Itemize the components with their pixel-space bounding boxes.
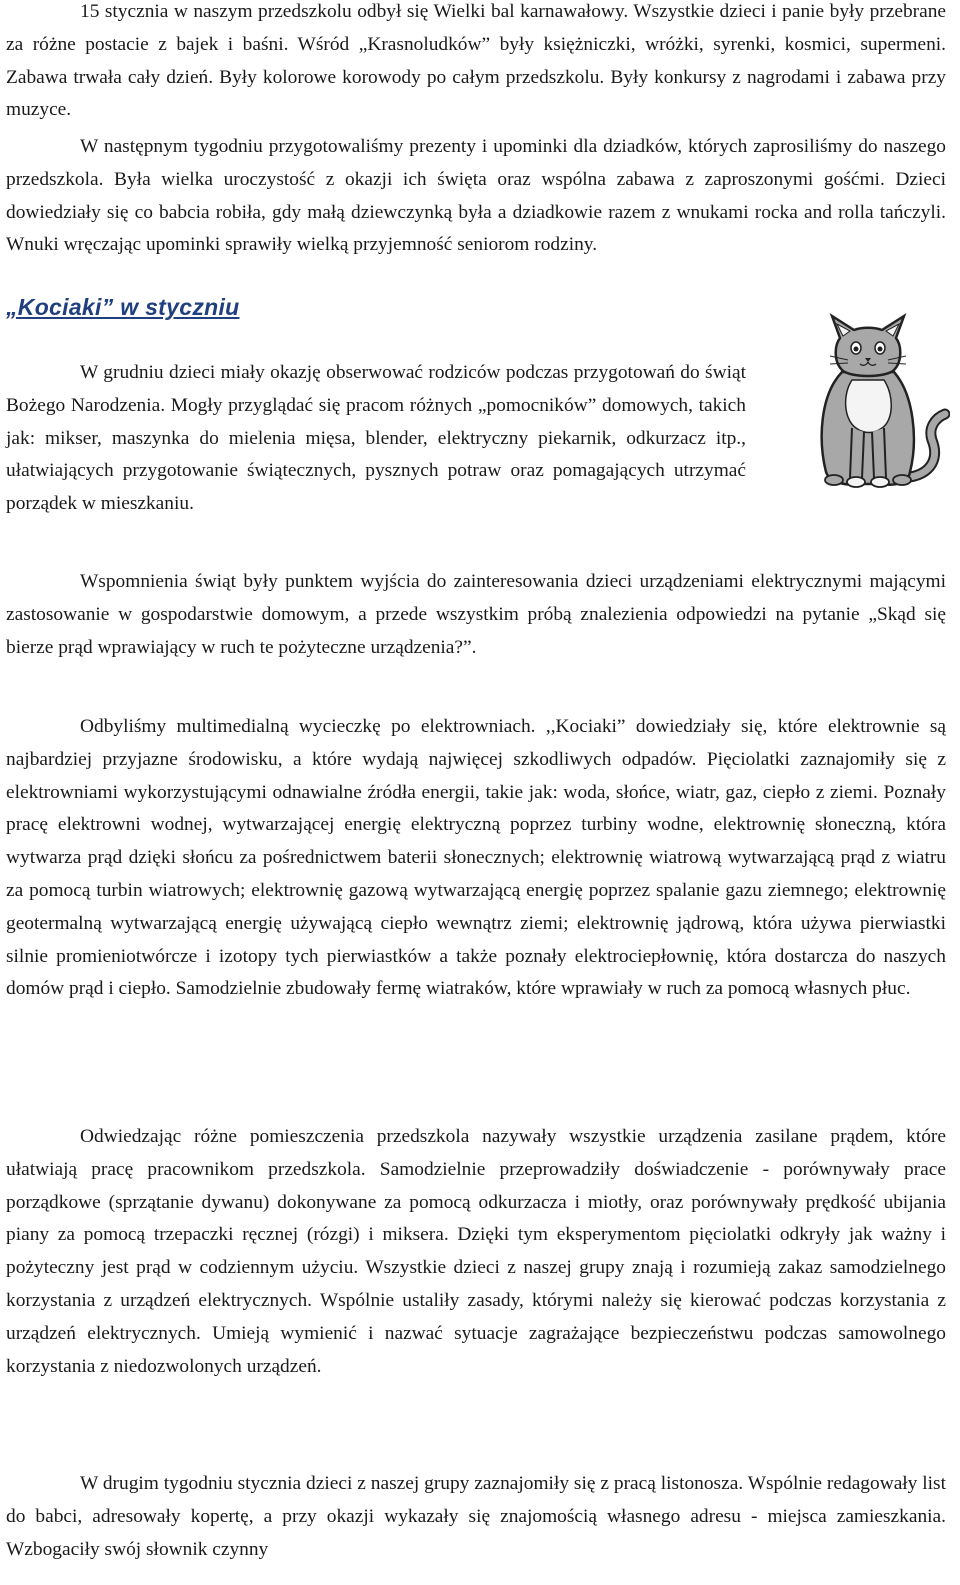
paragraph-grandparents-day: W następnym tygodniu przygotowaliśmy prezenty i upominki dla dziadków, których zaprosiliśmy do naszego przedszkola. Była wielka uroczystość z okazji ich święta oraz wspólna zabawa z zaproszonymi gośćmi. Dzieci dowiedziały się co babcia robiła, gdy małą dziewczynką była a dziadkowie razem z wnukami rocka and rolla tańczyli. Wnuki wręczając upominki sprawiły wielką przyjemność seniorom rodziny.: [6, 136, 946, 256]
cat-illustration: [790, 300, 950, 500]
paragraph-electricity-question: Wspomnienia świąt były punktem wyjścia do zainteresowania dzieci urządzeniami elektrycznymi mającymi zastosowanie w gospodarstwie domowym, a przede wszystkim próbą znalezienia odpowiedzi na pytanie „Skąd się bierze prąd wprawiający w ruch te pożyteczne urządzenia?”.: [6, 571, 946, 658]
section-heading: „Kociaki” w styczniu: [6, 294, 240, 320]
paragraph-power-plants: Odbyliśmy multimedialną wycieczkę po elektrowniach. ,,Kociaki” dowiedziały się, które elektrownie są najbardziej przyjazne środowisku, a które wydają najwięcej szkodliwych odpadów. Pięciolatki zaznajomiły się z elektrowniami wykorzystującymi odnawialne źródła energii, takie jak: woda, słońce, wiatr, gaz, ciepło z ziemi. Poznały pracę elektrowni wodnej, wytwarzającej energię elektryczną poprzez turbiny wodne, elektrownię słoneczną, która wytwarza prąd dzięki słońcu za pośrednictwem baterii słonecznych; elektrownię wiatrową wytwarzającą prąd z wiatru za pomocą turbin wiatrowych; elektrownię gazową wytwarzającą energię poprzez spalanie gazu ziemnego; elektrownię geotermalną wytwarzającą energię używającą ciepło wewnątrz ziemi; elektrownię jądrową, która używa pierwiastki silnie promieniotwórcze i izotopy tych pierwiastków a także poznały elektrociepłownię, która dostarcza do naszych domów prąd i ciepło. Samodzielnie zbudowały fermę wiatraków, które wprawiały w ruch za pomocą własnych płuc.: [6, 716, 946, 1000]
paragraph-carnival-ball: 15 stycznia w naszym przedszkolu odbył się Wielki bal karnawałowy. Wszystkie dzieci i panie były przebrane za różne postacie z bajek i baśni. Wśród „Krasnoludków” były księżniczki, wróżki, syrenki, kosmici, supermeni. Zabawa trwała cały dzień. Były kolorowe korowody po całym przedszkolu. Były konkursy z nagrodami i zabawa przy muzyce.: [6, 1, 946, 121]
cat-icon: [790, 300, 950, 500]
paragraph-household-helpers: W grudniu dzieci miały okazję obserwować rodziców podczas przygotowań do świąt Bożego Narodzenia. Mogły przyglądać się pracom różnych „pomocników” domowych, takich jak: mikser, maszynka do mielenia mięsa, blender, elektryczny piekarnik, odkurzacz itp., ułatwiających przygotowanie świątecznych, pysznych potraw oraz pomagających utrzymać porządek w mieszkaniu.: [6, 362, 746, 515]
paragraph-postman: W drugim tygodniu stycznia dzieci z naszej grupy zaznajomiły się z pracą listonosza. Wspólnie redagowały list do babci, adresowały kopertę, a przy okazji wykazały się znajomością własnego adresu - miejsca zamieszkania. Wzbogaciły swój słownik czynny: [6, 1473, 946, 1560]
paragraph-kindergarten-devices: Odwiedzając różne pomieszczenia przedszkola nazywały wszystkie urządzenia zasilane prądem, które ułatwiają pracę pracownikom przedszkola. Samodzielnie przeprowadziły doświadczenie - porównywały prace porządkowe (sprzątanie dywanu) dokonywane za pomocą odkurzacza i miotły, oraz porównywały prędkość ubijania piany za pomocą trzepaczki ręcznej (rózgi) i miksera. Dzięki tym eksperymentom pięciolatki odkryły jak ważny i pożyteczny jest prąd w codziennym użyciu. Wszystkie dzieci z naszej grupy znają i rozumieją zakaz samodzielnego korzystania z urządzeń elektrycznych. Wspólnie ustaliły zasady, którymi należy się kierować podczas korzystania z urządzeń elektrycznych. Umieją wymienić i nazwać sytuacje zagrażające bezpieczeństwu podczas samowolnego korzystania z niedozwolonych urządzeń.: [6, 1126, 946, 1377]
